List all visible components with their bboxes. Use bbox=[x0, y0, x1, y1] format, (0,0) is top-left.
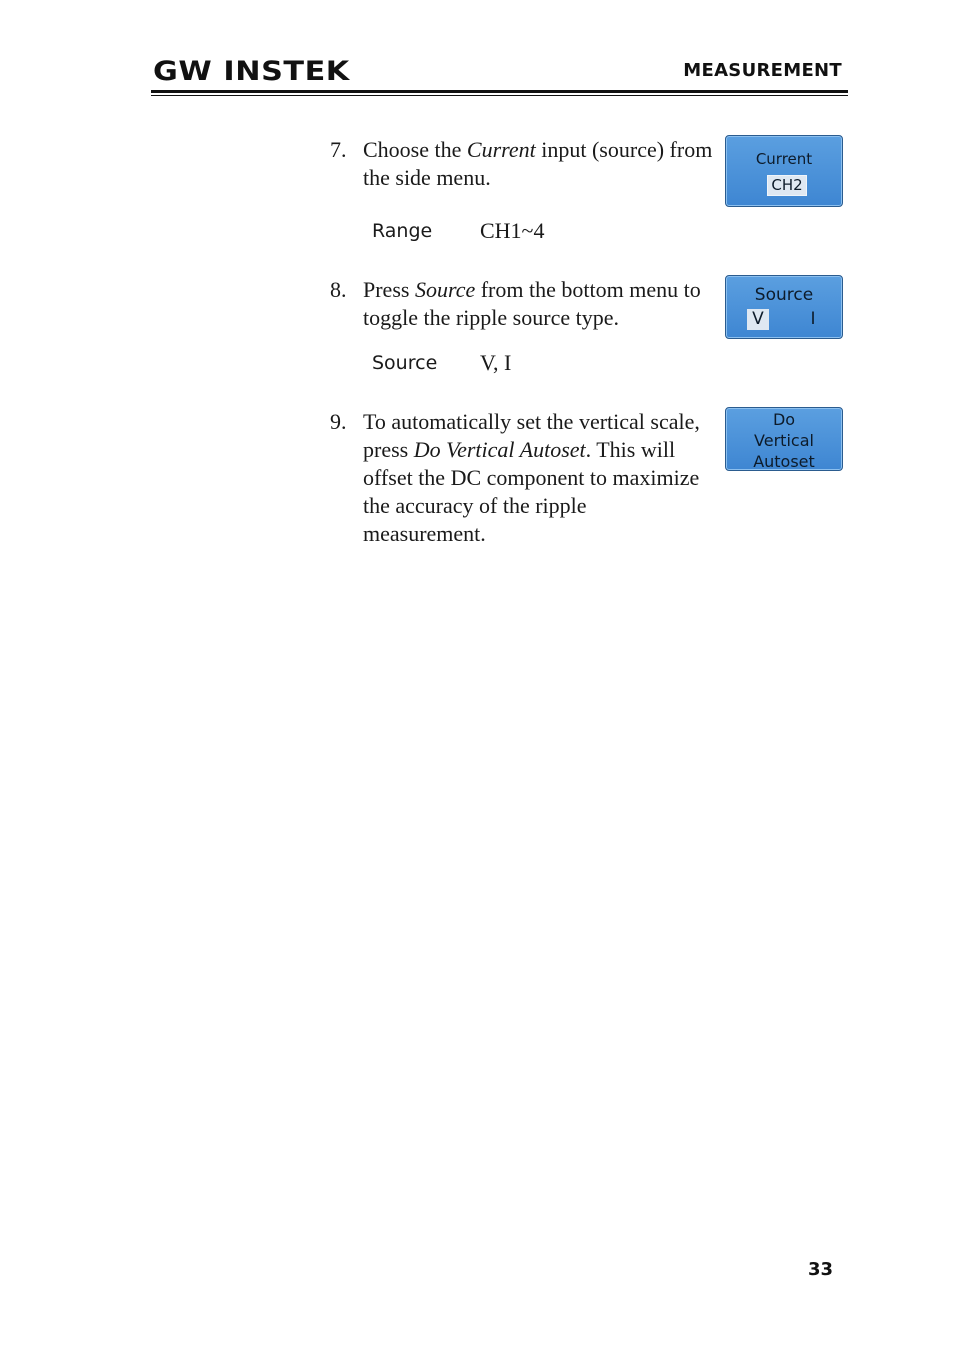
step-text: Choose the Current input (source) from the side menu. bbox=[363, 137, 713, 190]
header-rule-thin bbox=[151, 95, 848, 96]
softkey-option-selected: V bbox=[747, 309, 769, 330]
step-text: Press Source from the bottom menu to toggle the ripple source type. bbox=[363, 277, 701, 330]
current-softkey bbox=[725, 135, 843, 207]
setting-value: V, I bbox=[480, 350, 512, 375]
setting-value: CH1~4 bbox=[480, 218, 545, 243]
step-text: To automatically set the vertical scale, press Do Vertical Autoset. This will offset the DC component to maximize the accuracy of the ripple measurement. bbox=[363, 409, 700, 546]
header-rule-thick bbox=[151, 90, 848, 93]
softkey-label: Current bbox=[755, 150, 813, 168]
step-number: 9. bbox=[330, 409, 347, 434]
softkey-option: I bbox=[810, 309, 816, 329]
page-number: 33 bbox=[807, 1259, 833, 1280]
setting-key: Source bbox=[372, 352, 438, 374]
page-header bbox=[151, 52, 848, 98]
gw-instek-logo: GW INSTEK bbox=[153, 56, 350, 87]
emphasis-source: Source bbox=[414, 277, 476, 302]
emphasis-autoset: Do Vertical Autoset bbox=[413, 437, 586, 462]
do-vertical-autoset-softkey bbox=[725, 407, 843, 471]
section-title: MEASUREMENT bbox=[683, 60, 842, 81]
source-softkey bbox=[725, 275, 843, 339]
softkey-value: CH2 bbox=[767, 175, 807, 196]
setting-key: Range bbox=[372, 220, 433, 242]
emphasis-current: Current bbox=[466, 137, 536, 162]
softkey-label: Do Vertical Autoset bbox=[753, 410, 815, 471]
step-number: 7. bbox=[330, 137, 347, 162]
step-number: 8. bbox=[330, 277, 347, 302]
softkey-label: Source bbox=[754, 285, 814, 305]
